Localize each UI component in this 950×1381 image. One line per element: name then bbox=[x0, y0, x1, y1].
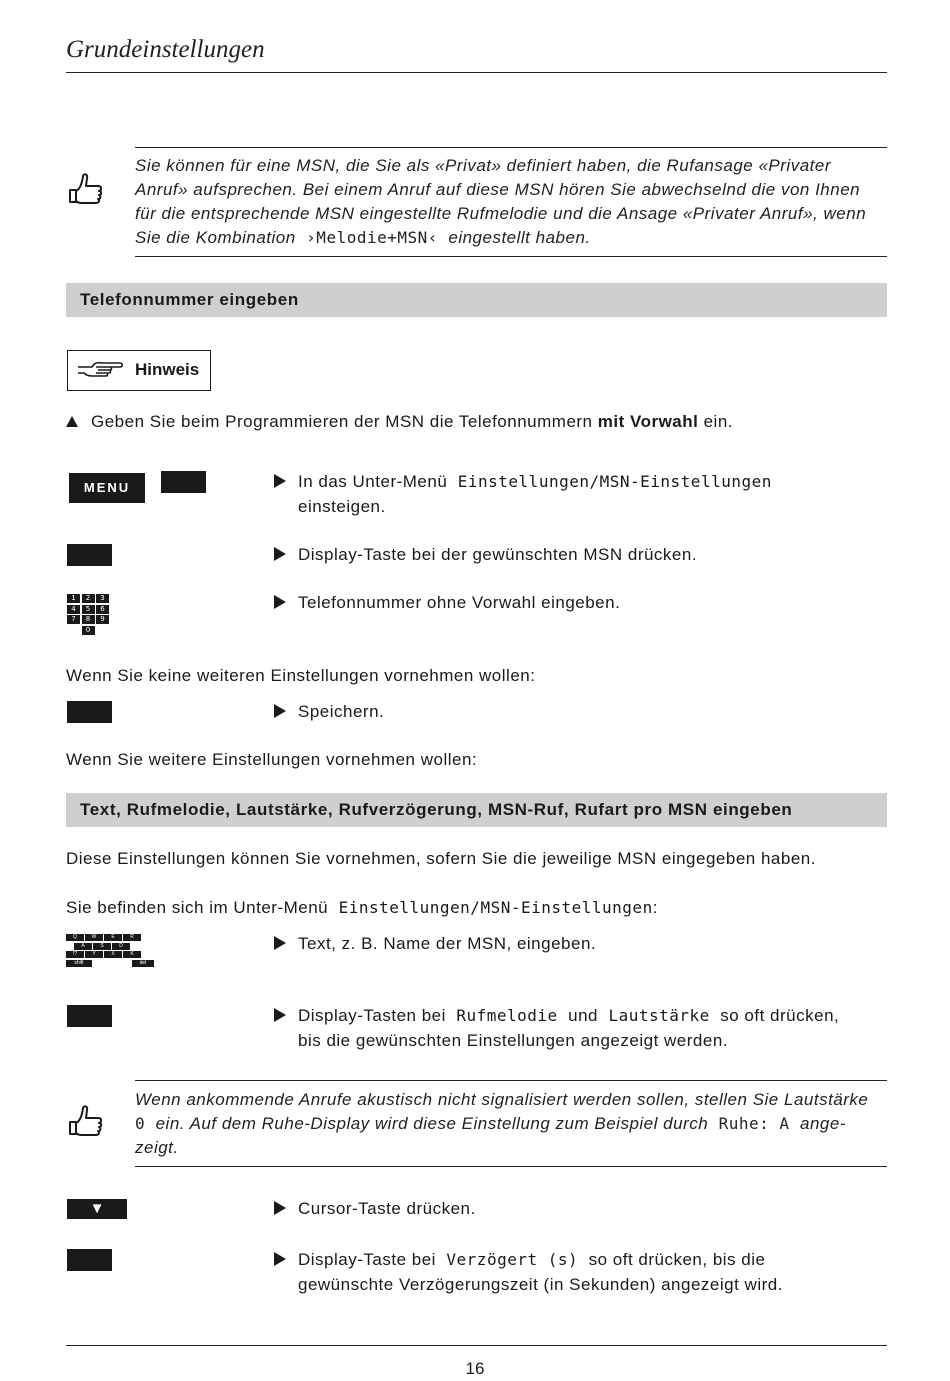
step-display-key bbox=[274, 542, 697, 567]
paragraph-submenu-post: : bbox=[652, 898, 658, 917]
keypad-key: 9 bbox=[96, 615, 109, 624]
delete-key: del bbox=[132, 960, 154, 967]
keyboard-key: D bbox=[112, 943, 130, 950]
step-line bbox=[274, 1247, 894, 1272]
note2-line2-mid: ein. Auf dem Ruhe-Display wird diese Einstellung zum Beispiel durch bbox=[155, 1114, 709, 1133]
keyboard-key: R bbox=[123, 934, 141, 941]
page-header-title: Grundeinstellungen bbox=[66, 36, 265, 63]
chevron-down-icon: ▼ bbox=[89, 1200, 105, 1217]
hand-pointer-icon bbox=[66, 168, 106, 213]
keyboard-key: K bbox=[123, 951, 141, 958]
step-line: einsteigen. bbox=[298, 497, 386, 516]
arrow-right-icon bbox=[274, 595, 286, 609]
display-code: ›Melodie+MSN‹ bbox=[306, 228, 438, 247]
paragraph-settings-info: Diese Einstellungen können Sie vornehmen, sofern Sie die jeweilige MSN eingegeben haben. bbox=[66, 849, 816, 868]
display-code: Rufmelodie bbox=[456, 1006, 558, 1025]
display-code: Verzögert (s) bbox=[446, 1250, 579, 1269]
step-cursor-key bbox=[274, 1196, 476, 1221]
display-key[interactable] bbox=[161, 471, 206, 493]
note1-line bbox=[135, 226, 895, 250]
keyboard-key: A bbox=[74, 943, 92, 950]
pointing-hand-icon bbox=[76, 359, 124, 386]
note2-line2-post: ange- bbox=[800, 1114, 846, 1133]
note2-top-rule bbox=[135, 1080, 887, 1081]
step-save bbox=[274, 699, 384, 724]
step-enter-text bbox=[274, 931, 596, 956]
menu-key[interactable] bbox=[69, 473, 145, 503]
keyboard-key: Y bbox=[85, 951, 103, 958]
hinweis-text-pre: Geben Sie beim Programmieren der MSN die Telefonnummern bbox=[91, 412, 593, 431]
display-key[interactable] bbox=[67, 701, 112, 723]
arrow-right-icon bbox=[274, 1008, 286, 1022]
warning-triangle-icon bbox=[66, 416, 78, 427]
display-key[interactable] bbox=[67, 1005, 112, 1027]
step-line bbox=[274, 469, 894, 494]
step-text: Text, z. B. Name der MSN, eingeben. bbox=[298, 934, 597, 953]
hinweis-text-bold: mit Vorwahl bbox=[597, 412, 699, 431]
display-key[interactable] bbox=[67, 1249, 112, 1271]
keyboard-key: S bbox=[93, 943, 111, 950]
keyboard-key: Q bbox=[66, 934, 84, 941]
step-text: Telefonnummer ohne Vorwahl eingeben. bbox=[298, 593, 621, 612]
display-code: Einstellungen/MSN-Einstellungen bbox=[338, 898, 653, 917]
step-delay bbox=[274, 1247, 894, 1297]
alpha-keyboard-icon bbox=[66, 934, 154, 968]
arrow-right-icon bbox=[274, 936, 286, 950]
step-text: und bbox=[568, 1006, 599, 1025]
keyboard-spacer bbox=[93, 960, 131, 967]
display-code: Einstellungen/MSN-Einstellungen bbox=[457, 472, 772, 491]
note1-line: Anruf» aufsprechen. Bei einem Anruf auf diese MSN hören Sie abwechselnd die von Ihnen bbox=[135, 180, 861, 199]
header-rule bbox=[66, 72, 887, 73]
hand-pointer-icon bbox=[66, 1100, 106, 1145]
arrow-right-icon bbox=[274, 704, 286, 718]
step-text: Speichern. bbox=[298, 702, 385, 721]
keypad-key: 7 bbox=[67, 615, 80, 624]
arrow-right-icon bbox=[274, 1201, 286, 1215]
keypad-key: 0 bbox=[82, 626, 95, 635]
paragraph-submenu bbox=[66, 895, 658, 920]
step-text: Display-Taste bei bbox=[298, 1250, 436, 1269]
note2-bottom-rule bbox=[135, 1166, 887, 1167]
keypad-key: 5 bbox=[82, 605, 95, 614]
keyboard-key: X bbox=[104, 951, 122, 958]
step-text: so oft drücken, bis die bbox=[588, 1250, 766, 1269]
note1-top-rule bbox=[135, 147, 887, 148]
menu-key-label: MENU bbox=[83, 480, 131, 495]
step-enter-submenu bbox=[274, 469, 894, 519]
note2-line bbox=[135, 1112, 895, 1136]
arrow-right-icon bbox=[274, 1252, 286, 1266]
step-text: Display-Taste bei der gewünschten MSN drücken. bbox=[298, 545, 698, 564]
step-line bbox=[274, 1003, 894, 1028]
hinweis-label: Hinweis bbox=[135, 360, 200, 379]
paragraph-more-settings: Wenn Sie weitere Einstellungen vornehmen wollen: bbox=[66, 750, 478, 769]
paragraph-submenu-pre: Sie befinden sich im Unter-Menü bbox=[66, 898, 329, 917]
step-phone-number bbox=[274, 590, 620, 615]
step-line: bis die gewünschten Einstellungen angezeigt werden. bbox=[298, 1031, 728, 1050]
footer-rule bbox=[66, 1345, 887, 1346]
display-code: 0 bbox=[135, 1114, 146, 1133]
cursor-down-key[interactable] bbox=[67, 1199, 127, 1219]
note1-line4-post: eingestellt haben. bbox=[448, 228, 591, 247]
step-melody-volume bbox=[274, 1003, 894, 1053]
note1-text bbox=[135, 154, 895, 250]
keypad-key: 3 bbox=[96, 594, 109, 603]
keypad-key: 6 bbox=[96, 605, 109, 614]
arrow-right-icon bbox=[274, 547, 286, 561]
note2-text bbox=[135, 1088, 895, 1160]
page-number: 16 bbox=[465, 1359, 485, 1378]
shift-key: shift bbox=[66, 960, 92, 967]
display-code: Ruhe: A bbox=[718, 1114, 790, 1133]
paragraph-no-more-settings: Wenn Sie keine weiteren Einstellungen vornehmen wollen: bbox=[66, 666, 536, 685]
keyboard-key: E bbox=[104, 934, 122, 941]
note1-line: für die entsprechende MSN eingestellte Rufmelodie und die Ansage «Privater Anruf», wenn bbox=[135, 204, 867, 223]
display-code: Lautstärke bbox=[608, 1006, 710, 1025]
keypad-key: 4 bbox=[67, 605, 80, 614]
step-line: gewünschte Verzögerungszeit (in Sekunden) angezeigt wird. bbox=[298, 1275, 783, 1294]
section-heading-text: Telefonnummer eingeben bbox=[80, 290, 299, 309]
hinweis-text bbox=[66, 409, 733, 434]
keypad-key: 8 bbox=[82, 615, 95, 624]
number-keypad-icon bbox=[67, 594, 109, 635]
keyboard-key: !? bbox=[66, 951, 84, 958]
arrow-right-icon bbox=[274, 474, 286, 488]
display-key[interactable] bbox=[67, 544, 112, 566]
note2-line: Wenn ankommende Anrufe akustisch nicht signalisiert werden sollen, stellen Sie Lautstärke bbox=[135, 1090, 869, 1109]
step-text: Cursor-Taste drücken. bbox=[298, 1199, 476, 1218]
keypad-key: 2 bbox=[82, 594, 95, 603]
note1-bottom-rule bbox=[135, 256, 887, 257]
step-text: so oft drücken, bbox=[720, 1006, 840, 1025]
hinweis-text-post: ein. bbox=[703, 412, 734, 431]
section-heading-text-settings bbox=[66, 793, 887, 827]
note1-line4-pre: Sie die Kombination bbox=[135, 228, 296, 247]
section-heading-telefonnummer bbox=[66, 283, 887, 317]
step-text: Display-Tasten bei bbox=[298, 1006, 446, 1025]
keypad-key: 1 bbox=[67, 594, 80, 603]
note1-line: Sie können für eine MSN, die Sie als «Privat» definiert haben, die Rufansage «Privater bbox=[135, 156, 831, 175]
hinweis-box bbox=[67, 350, 211, 391]
step-text: In das Unter-Menü bbox=[298, 472, 448, 491]
keyboard-key: W bbox=[85, 934, 103, 941]
note2-line: zeigt. bbox=[135, 1138, 179, 1157]
section-heading-text: Text, Rufmelodie, Lautstärke, Rufverzögerung, MSN-Ruf, Rufart pro MSN eingeben bbox=[80, 800, 793, 819]
